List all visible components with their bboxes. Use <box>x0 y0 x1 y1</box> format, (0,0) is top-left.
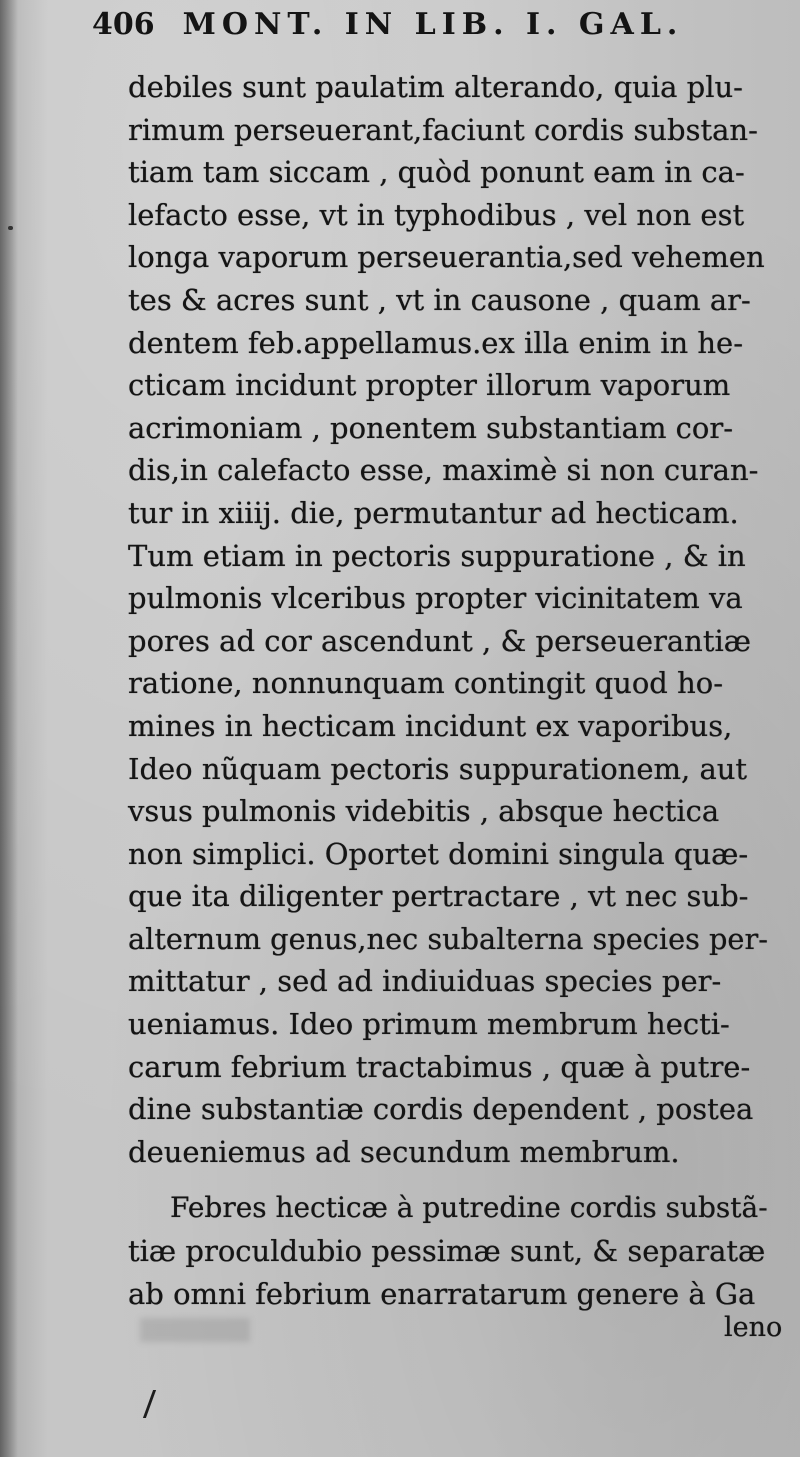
ink-bleed-through <box>140 1318 250 1342</box>
text-line: deueniemus ad secundum membrum. <box>128 1134 680 1169</box>
paragraph-first-line: Febres hecticæ à putredine cordis substã- <box>170 1191 768 1225</box>
text-line: ratione, nonnunquam contingit quod ho- <box>128 666 724 701</box>
text-line: dine substantiæ cordis dependent , postea <box>128 1092 754 1127</box>
stray-ink-mark <box>143 1390 176 1418</box>
text-line: que ita diligenter pertractare , vt nec sub- <box>128 879 749 914</box>
text-line: tes & acres sunt , vt in causone , quam ar- <box>128 282 751 317</box>
text-line: cticam incidunt propter illorum vaporum <box>128 368 731 403</box>
text-line: pulmonis vlceribus propter vicinitatem va <box>128 581 743 616</box>
text-line: tiam tam siccam , quòd ponunt eam in ca- <box>128 155 745 190</box>
gutter-shadow <box>0 0 18 1457</box>
text-line: tiæ proculdubio pessimæ sunt, & separatæ <box>128 1234 766 1269</box>
text-line: dis,in calefacto esse, maximè si non curan- <box>128 453 759 488</box>
text-line: Tum etiam in pectoris suppuratione , & in <box>128 538 746 573</box>
text-line: carum febrium tractabimus , quæ à putre- <box>128 1049 751 1084</box>
text-line: ueniamus. Ideo primum membrum hecti- <box>128 1007 730 1042</box>
text-line: longa vaporum perseuerantia,sed vehemen <box>128 240 765 275</box>
text-line: debiles sunt paulatim alterando, quia plu- <box>128 70 743 104</box>
catchword: leno <box>724 1312 783 1343</box>
text-line: dentem feb.appellamus.ex illa enim in he- <box>128 325 744 360</box>
text-line: non simplici. Oportet domini singula quæ- <box>128 836 749 871</box>
text-line: mines in hecticam incidunt ex vaporibus, <box>128 708 733 743</box>
margin-speck <box>8 226 13 230</box>
text-line: rimum perseuerant,faciunt cordis substan- <box>128 112 758 147</box>
text-line: vsus pulmonis videbitis , absque hectica <box>128 794 720 829</box>
text-line: lefacto esse, vt in typhodibus , vel non est <box>128 197 745 232</box>
page-number: 406 <box>92 7 155 42</box>
text-line: tur in xiiij. die, permutantur ad hecticam. <box>128 495 739 530</box>
text-line: Ideo nũquam pectoris suppurationem, aut <box>128 751 748 786</box>
text-line: alternum genus,nec subalterna species per- <box>128 921 768 956</box>
text-line: acrimoniam , ponentem substantiam cor- <box>128 410 734 445</box>
text-line: mittatur , sed ad indiuiduas species per- <box>128 964 722 999</box>
text-line: pores ad cor ascendunt , & perseuerantiæ <box>128 623 752 658</box>
text-line: ab omni febrium enarratarum genere à Ga <box>128 1276 756 1311</box>
running-title: MONT. IN LIB. I. GAL. <box>182 7 684 42</box>
running-head <box>92 2 732 48</box>
text-block <box>128 66 768 1315</box>
